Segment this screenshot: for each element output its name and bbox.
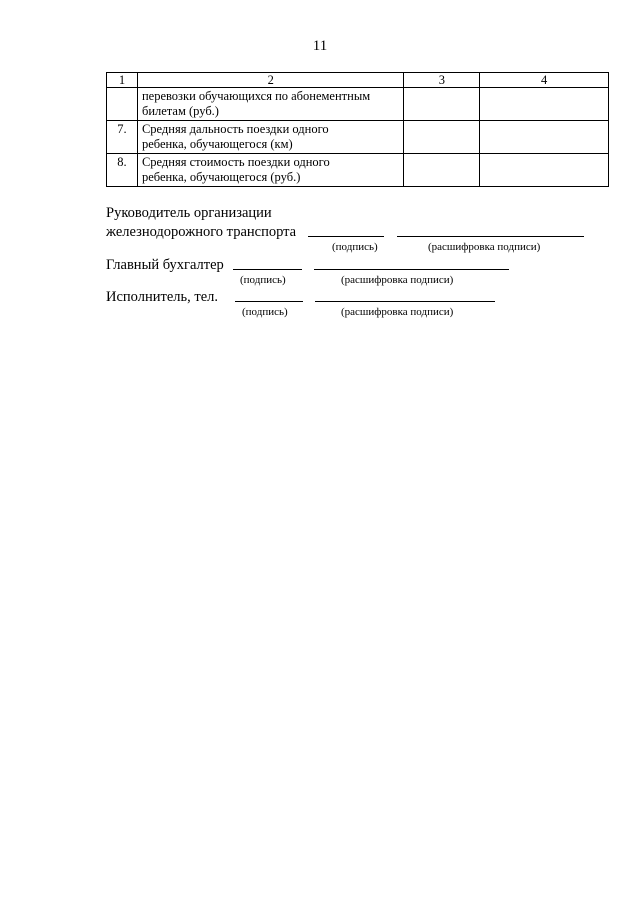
table-row [107, 88, 609, 121]
head-title-line2: железнодорожного транспорта [106, 224, 297, 240]
row-description-line: ребенка, обучающегося (км) [141, 137, 293, 151]
row-description [137, 121, 404, 154]
header-cell-1: 1 [107, 73, 138, 88]
row-description-line: перевозки обучающихся по абонементным [141, 89, 371, 103]
executor-decoding-line[interactable] [315, 301, 495, 302]
row-number: 7. [107, 121, 138, 154]
row-value-col4 [480, 121, 609, 154]
row-description [137, 154, 404, 187]
executor-decoding-caption: (расшифровка подписи) [341, 306, 454, 318]
row-value-col4 [480, 154, 609, 187]
table-row [107, 154, 609, 187]
executor-signature-caption: (подпись) [242, 306, 288, 318]
header-cell-3: 3 [404, 73, 480, 88]
report-table [106, 72, 609, 187]
row-value-col4 [480, 88, 609, 121]
header-cell-4: 4 [480, 73, 609, 88]
row-description-line: Средняя стоимость поездки одного [141, 155, 330, 169]
head-title-line1: Руководитель организации [106, 205, 272, 221]
row-description-line: билетам (руб.) [141, 104, 219, 118]
executor-title: Исполнитель, тел. [106, 289, 218, 305]
header-cell-2: 2 [137, 73, 404, 88]
page-number: 11 [312, 38, 328, 54]
row-value-col3 [404, 88, 480, 121]
row-description [137, 88, 404, 121]
head-decoding-caption: (расшифровка подписи) [428, 241, 541, 253]
row-description-line: Средняя дальность поездки одного [141, 122, 329, 136]
row-value-col3 [404, 121, 480, 154]
row-number: 8. [107, 154, 138, 187]
row-value-col3 [404, 154, 480, 187]
head-decoding-line[interactable] [397, 236, 584, 237]
accountant-title: Главный бухгалтер [106, 257, 224, 273]
accountant-decoding-caption: (расшифровка подписи) [341, 274, 454, 286]
table-row [107, 121, 609, 154]
head-signature-line[interactable] [308, 236, 384, 237]
accountant-signature-line[interactable] [233, 269, 302, 270]
accountant-signature-caption: (подпись) [240, 274, 286, 286]
head-signature-caption: (подпись) [332, 241, 378, 253]
accountant-decoding-line[interactable] [314, 269, 509, 270]
row-description-line: ребенка, обучающегося (руб.) [141, 170, 301, 184]
executor-signature-line[interactable] [235, 301, 303, 302]
table-header-row [107, 73, 609, 88]
row-number [107, 88, 138, 121]
